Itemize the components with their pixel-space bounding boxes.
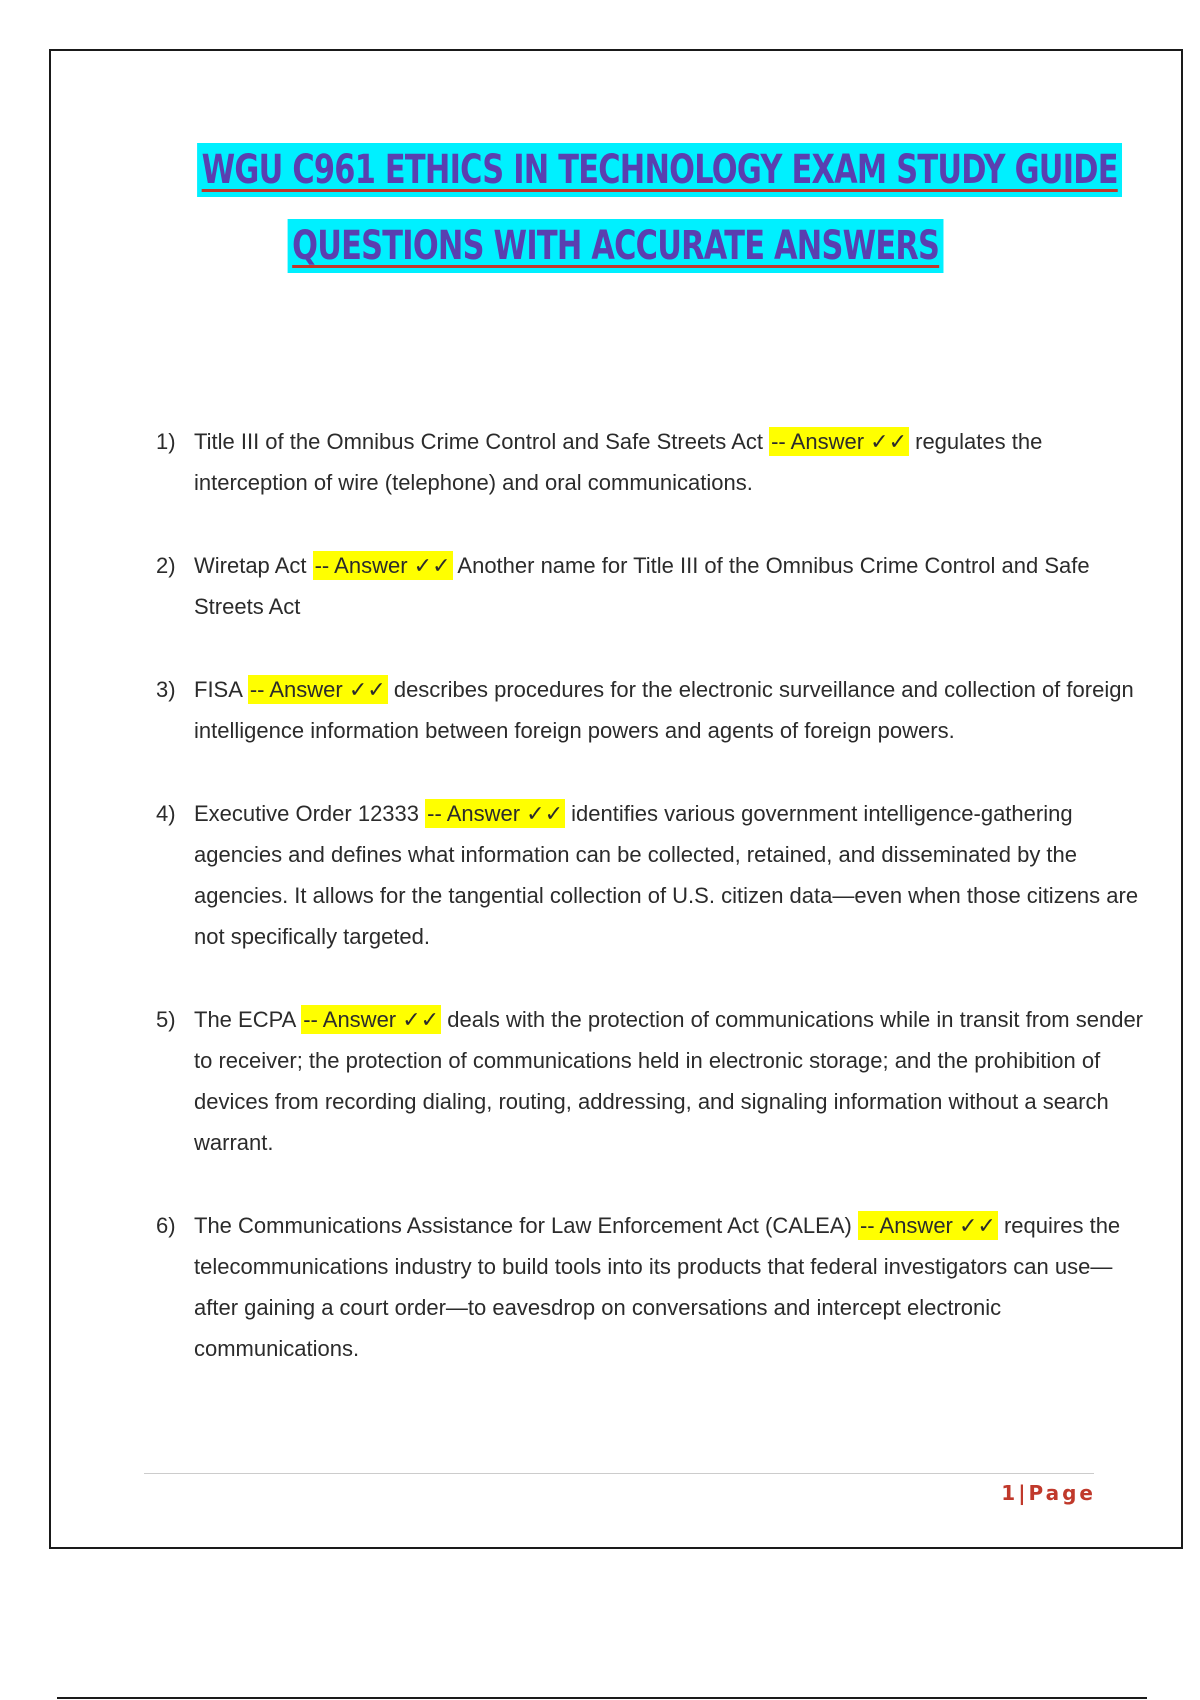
question-text: Wiretap Act bbox=[194, 553, 307, 578]
question-text: Title III of the Omnibus Crime Control and Safe Streets Act bbox=[194, 429, 763, 454]
answer-marker: -- Answer ✓✓ bbox=[771, 429, 907, 454]
item-number: 3) bbox=[156, 677, 176, 702]
qa-item bbox=[156, 793, 1146, 957]
answer-text: requires the telecommunications industry to build tools into its products that federal investigators can use—after gaining a court order—to eavesdrop on conversations and intercept electronic communications. bbox=[194, 1213, 1121, 1361]
footer-divider bbox=[144, 1473, 1094, 1474]
question-text: Executive Order 12333 bbox=[194, 801, 420, 826]
title-line-2: QUESTIONS WITH ACCURATE ANSWERS bbox=[288, 219, 944, 273]
item-number: 6) bbox=[156, 1213, 176, 1238]
question-text: FISA bbox=[194, 677, 242, 702]
item-number: 5) bbox=[156, 1007, 176, 1032]
qa-item bbox=[156, 1205, 1146, 1369]
title-line-1: WGU C961 ETHICS IN TECHNOLOGY EXAM STUDY GUIDE bbox=[197, 143, 1122, 197]
qa-item bbox=[156, 421, 1146, 503]
qa-item bbox=[156, 669, 1146, 751]
answer-text: deals with the protection of communications while in transit from sender to receiver; the protection of communications held in electronic storage; and the prohibition of devices from recording dialing, routing, addressing, and signaling information without a search warrant. bbox=[194, 1007, 1144, 1155]
answer-marker: -- Answer ✓✓ bbox=[859, 1213, 996, 1238]
answer-marker: -- Answer ✓✓ bbox=[303, 1007, 440, 1032]
document-title bbox=[51, 143, 1181, 295]
page-frame bbox=[49, 49, 1183, 1549]
answer-marker: -- Answer ✓✓ bbox=[427, 801, 564, 826]
answer-text: Another name for Title III of the Omnibus Crime Control and Safe Streets Act bbox=[194, 553, 1090, 619]
next-page-edge bbox=[57, 1697, 1147, 1699]
answer-text: describes procedures for the electronic surveillance and collection of foreign intelligence information between foreign powers and agents of foreign powers. bbox=[194, 677, 1134, 743]
answer-text: identifies various government intelligence-gathering agencies and defines what information can be collected, retained, and disseminated by the agencies. It allows for the tangential collection of U.S. citizen data—even when those citizens are not specifically targeted. bbox=[194, 801, 1139, 949]
answer-marker: -- Answer ✓✓ bbox=[314, 553, 451, 578]
item-number: 4) bbox=[156, 801, 176, 826]
qa-item bbox=[156, 999, 1146, 1163]
answer-text: regulates the interception of wire (telephone) and oral communications. bbox=[194, 429, 1043, 495]
item-number: 2) bbox=[156, 553, 176, 578]
question-text: The Communications Assistance for Law Enforcement Act (CALEA) bbox=[194, 1213, 852, 1238]
answer-marker: -- Answer ✓✓ bbox=[249, 677, 386, 702]
item-number: 1) bbox=[156, 429, 176, 454]
page-number: 1|Page bbox=[1001, 1481, 1096, 1505]
qa-list bbox=[156, 421, 1146, 1411]
qa-item bbox=[156, 545, 1146, 627]
question-text: The ECPA bbox=[194, 1007, 296, 1032]
